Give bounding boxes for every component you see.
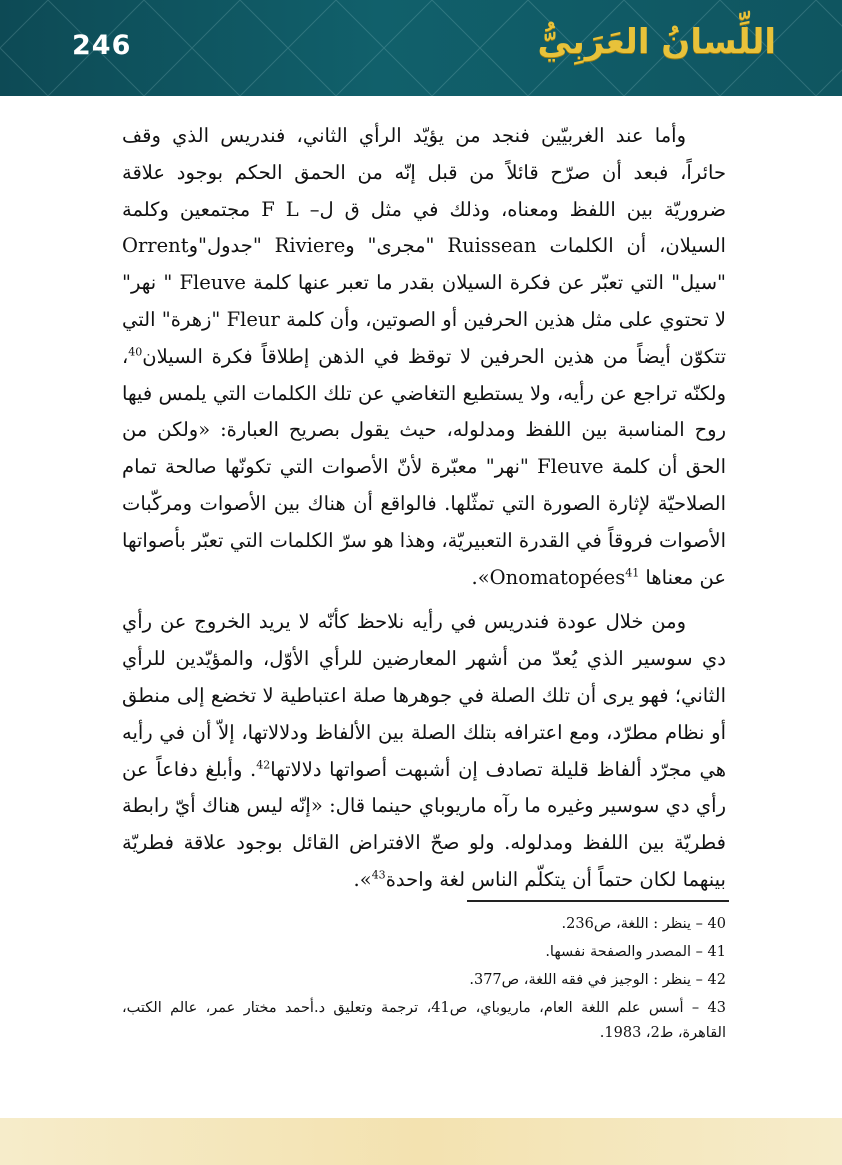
footnote-ref[interactable]: 42 xyxy=(256,758,271,772)
footnote-separator xyxy=(467,900,729,902)
paragraph xyxy=(122,118,726,596)
footnote-ref[interactable]: 41 xyxy=(625,566,640,580)
paragraph-text: ، ولكنّه تراجع عن رأيه، ولا يستطيع التغاضي عن تلك الكلمات التي يلمس فيها روح المناسبة بين اللفظ ومدلوله، حيث يقول بصريح العبارة: «ولكن من الحق أن كلمة Fleuve "نهر" معبّرة لأنّ الأصوات التي تكونّها صالحة تمام الصلاحيّة لإثارة الصورة التي تمثّلها. فالواقع أن هناك بين الأصوات ومركّبات الأصوات فروقاً في القدرة التعبيريّة، وهذا هو سرّ الكلمات التي تعبّر بأصواتها عن معناها Onomatopées xyxy=(122,344,726,589)
footnote-item: 42 – ينظر : الوجيز في فقه اللغة، ص377. xyxy=(469,972,726,988)
footnotes xyxy=(122,912,726,1049)
footnote-ref[interactable]: 43 xyxy=(371,868,386,882)
paragraph-text: . وأبلغ دفاعاً عن رأي دي سوسير وغيره ما رآه ماريوباي حينما قال: «إنّه ليس هناك أيّ رابطة فطريّة بين اللفظ ومدلوله. ولو صحّ الافتراض القائل بوجود علاقة فطريّة بينهما لكان حتماً أن يتكلّم الناس لغة واحدة xyxy=(122,757,726,891)
paragraph xyxy=(122,604,726,898)
footnote-item: 43 – أسس علم اللغة العام، ماريوباي، ص41، ترجمة وتعليق د.أحمد مختار عمر، عالم الكتب، القاهرة، ط2، 1983. xyxy=(122,1000,726,1041)
paragraph-text: وأما عند الغربيّين فنجد من يؤيّد الرأي الثاني، فندريس الذي وقف حائراً، فبعد أن صرّح قائلاً من قبل إنّه من الحمق الحكم بوجود علاقة ضروريّة بين اللفظ ومعناه، وذلك في مثل ق ل– F L مجتمعين وكلمة السيلان، أن الكلمات Ruissean "مجرى" وRiviere "جدول"وOrrent "سيل" التي تعبّر عن فكرة السيلان بقدر ما تعبر عنها كلمة Fleuve " نهر" لا تحتوي على مثل هذين الحرفين أو الصوتين، وأن كلمة Fleur "زهرة" التي تتكوّن أيضاً من هذين الحرفين لا توقظ في الذهن إطلاقاً فكرة السيلان xyxy=(122,124,727,368)
footnote-ref[interactable]: 40 xyxy=(128,345,143,359)
page-number: 246 xyxy=(72,30,132,61)
paragraph-text: ومن خلال عودة فندريس في رأيه نلاحظ كأنّه لا يريد الخروج عن رأي دي سوسير الذي يُعدّ من أشهر المعارضين للرأي الأوّل، والمؤيّدين للرأي الثاني؛ فهو يرى أن تلك الصلة في جوهرها صلة اعتباطية لا تخضع إلى منطق أو نظام مطرّد، ومع اعترافه بتلك الصلة بين الألفاظ ودلالاتها، إلاّ أن في رأيه هي مجرّد ألفاظ قليلة تصادف إن أشبهت أصواتها دلالاتها xyxy=(122,610,726,781)
paragraph-text: ». xyxy=(471,565,490,589)
page-footer-band xyxy=(0,1118,842,1165)
paragraph-text: ». xyxy=(353,867,372,891)
page-header xyxy=(0,0,842,96)
journal-logo: اللِّسانُ العَرَبِيُّ xyxy=(537,22,776,62)
footnote-item: 41 – المصدر والصفحة نفسها. xyxy=(545,944,726,960)
article-body xyxy=(122,118,726,899)
footnote-item: 40 – ينظر : اللغة، ص236. xyxy=(561,916,726,932)
